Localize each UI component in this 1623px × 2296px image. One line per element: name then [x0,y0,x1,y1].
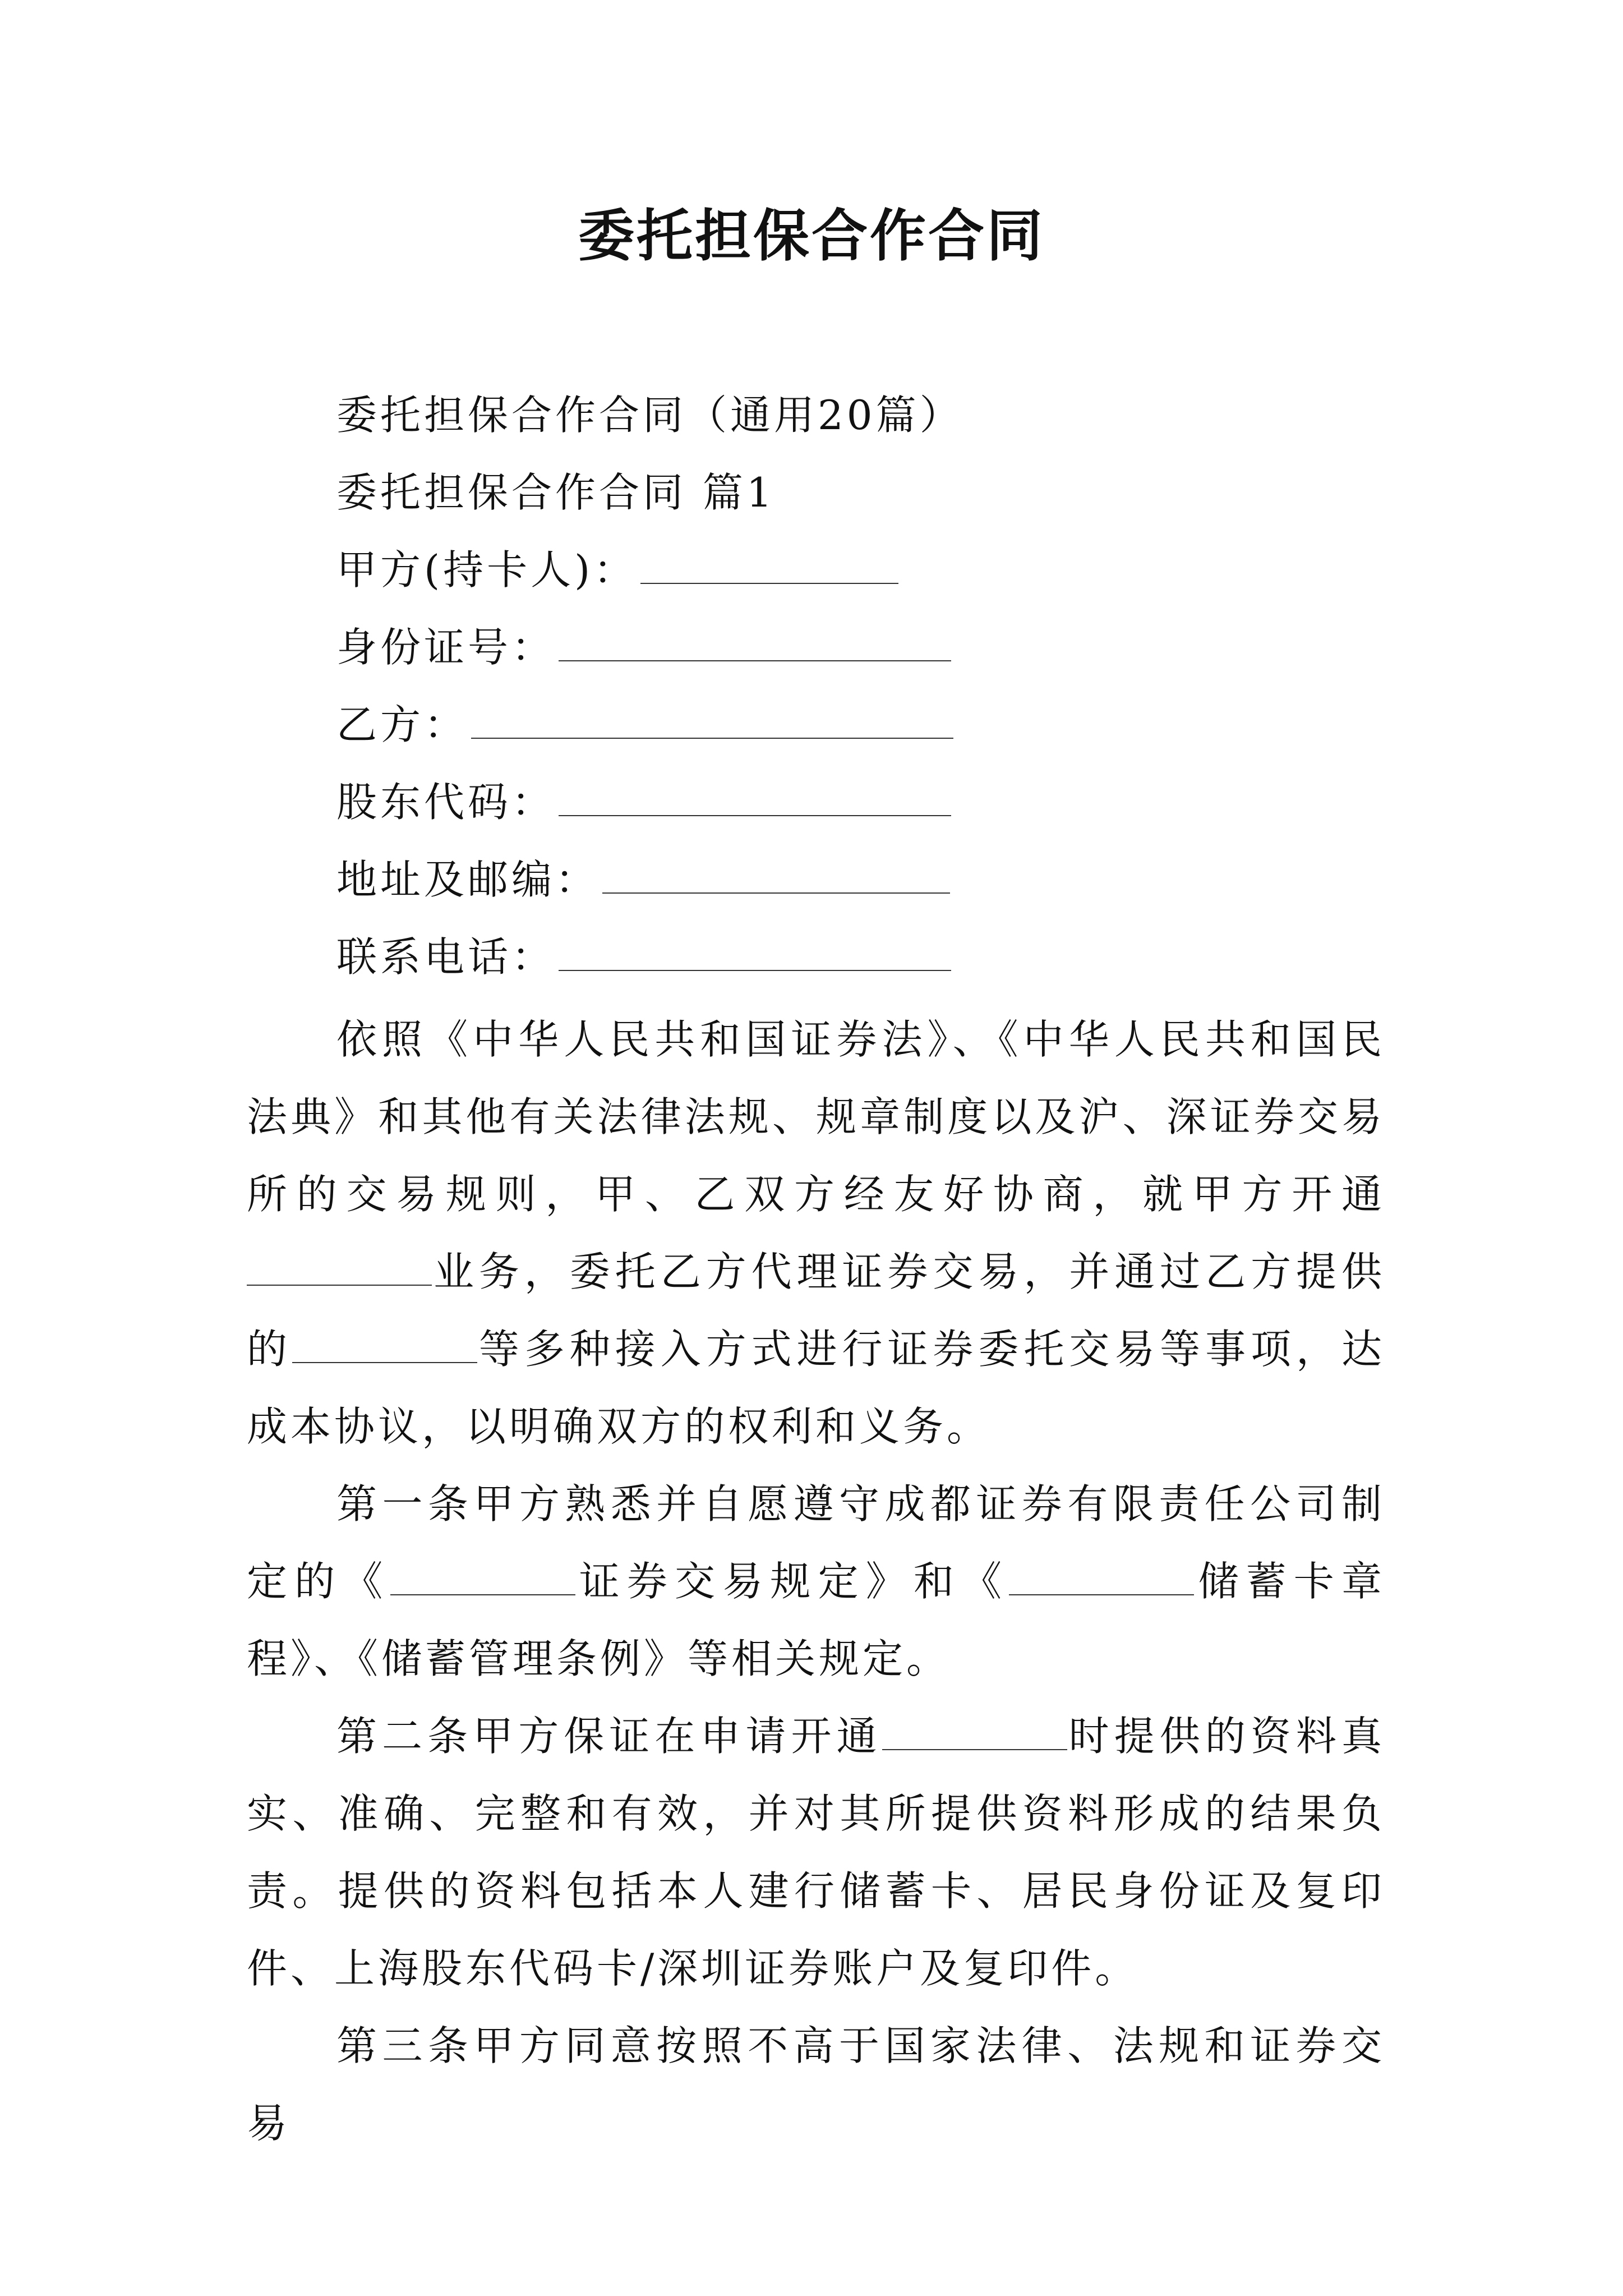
blank-line [602,859,950,894]
blank-line [390,1561,575,1595]
blank-line [559,936,951,971]
blank-line [882,1715,1067,1750]
field-label: 地址及邮编： [336,856,600,903]
paragraph-text: 第二条甲方保证在申请开通 [336,1713,882,1760]
document-title: 委托担保合作合同 [578,203,1045,269]
paragraph-text: 业务，委托乙方代理证券交易，并通过乙方提供的 [247,1248,1385,1373]
paragraph-text: 第三条甲方同意按照不高于国家法律、法规和证券交易 [247,2022,1385,2147]
field-label: 联系电话： [336,933,556,981]
article-2 [247,1697,1385,2007]
paragraph-text: 等多种接入方式进行证券委托交易等事项，达成本协议，以明确双方的权利和义务。 [247,1326,1385,1450]
field-shareholder-code [336,774,951,830]
blank-line [292,1328,477,1363]
field-address [336,852,950,908]
article-1 [247,1465,1385,1697]
field-id-number [336,619,951,675]
document-subtitle: 委托担保合作合同（通用20篇） [336,392,963,439]
field-label: 乙方： [336,701,468,748]
blank-line [640,549,898,584]
field-label: 身份证号： [336,624,556,671]
blank-line [471,704,953,739]
paragraph-text: 证券交易规定》和《 [575,1558,1009,1605]
section-heading: 委托担保合作合同 篇1 [336,469,776,516]
field-phone [336,929,951,985]
blank-line [1009,1561,1194,1595]
field-label: 甲方(持卡人)： [336,546,638,593]
field-label: 股东代码： [336,779,556,826]
field-party-b [336,697,953,753]
field-party-a [336,542,898,598]
paragraph-text: 第一条甲方熟悉并自愿遵守成都证券有限责任公司制定的《 [247,1480,1385,1605]
intro-paragraph [247,1001,1385,1465]
blank-line [559,781,951,816]
paragraph-text: 依照《中华人民共和国证券法》、《中华人民共和国民法典》和其他有关法律法规、规章制度以及沪、深证券交易所的交易规则，甲、乙双方经友好协商，就甲方开通 [247,1016,1385,1218]
paragraph-text: 储蓄卡章程》、《储蓄管理条例》等相关规定。 [247,1558,1385,1682]
paragraph-text: 时提供的资料真实、准确、完整和有效，并对其所提供资料形成的结果负责。提供的资料包括本人建行储蓄卡、居民身份证及复印件、上海股东代码卡/深圳证券账户及复印件。 [247,1713,1385,1992]
article-3 [247,2007,1385,2162]
blank-line [559,627,951,661]
blank-line [247,1251,432,1286]
